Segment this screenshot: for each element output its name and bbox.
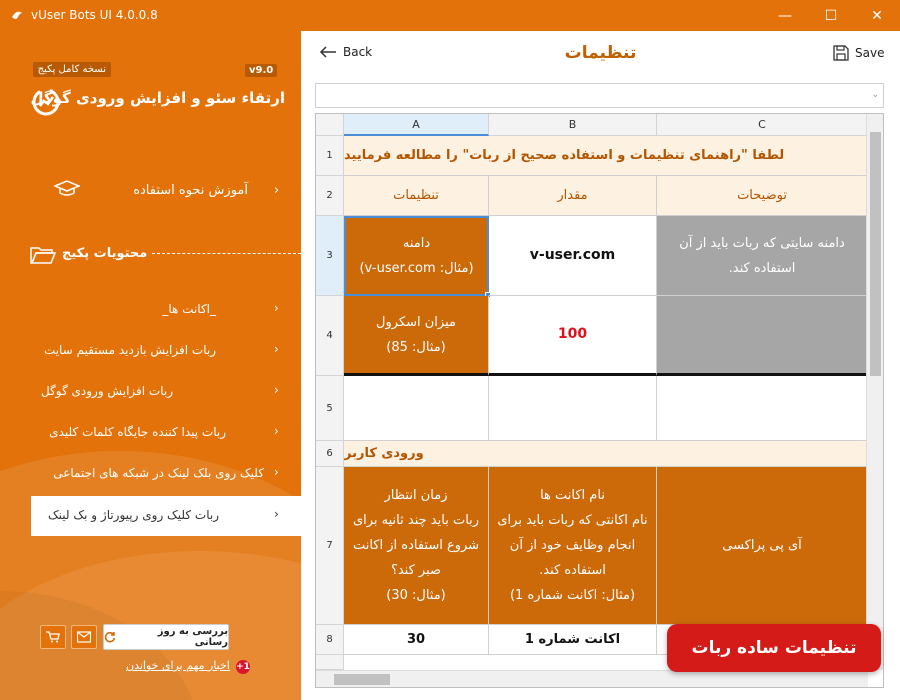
refresh-icon — [104, 631, 116, 643]
close-button[interactable] — [854, 0, 900, 31]
wait-time-line: ربات باید چند ثانیه برای — [352, 513, 480, 528]
folder-open-icon — [30, 245, 56, 265]
row-header-3[interactable]: 3 — [316, 216, 344, 296]
chevron-right-icon: › — [274, 383, 279, 397]
email-button[interactable] — [71, 625, 97, 649]
horizontal-scroll-thumb[interactable] — [334, 674, 390, 685]
empty-cell[interactable] — [657, 376, 868, 441]
chevron-down-icon[interactable]: ⌄ — [871, 90, 879, 100]
simple-settings-button[interactable] — [667, 624, 881, 672]
row-header-8[interactable]: 8 — [316, 625, 344, 655]
window-titlebar — [0, 0, 900, 31]
account-name-line: نام اکانت ها — [540, 488, 605, 503]
cart-button[interactable] — [40, 625, 66, 649]
header-cell-value[interactable] — [489, 176, 657, 216]
chevron-right-icon: › — [274, 507, 279, 521]
wait-time-line: شروع استفاده از اکانت — [352, 538, 480, 553]
empty-cell[interactable] — [344, 376, 489, 441]
domain-description-line2: استفاده کند. — [728, 260, 796, 276]
check-update-button[interactable] — [103, 624, 229, 650]
row-header-1[interactable]: 1 — [316, 136, 344, 176]
domain-value-text: v-user.com — [529, 247, 616, 263]
sidebar-item-social-backlink[interactable] — [31, 454, 301, 494]
vertical-scrollbar[interactable] — [866, 114, 883, 670]
row-header-2[interactable]: 2 — [316, 176, 344, 216]
vertical-scroll-thumb[interactable] — [870, 132, 881, 376]
row-header-9[interactable] — [316, 655, 344, 670]
tutorial-label: آموزش نحوه استفاده — [133, 182, 248, 198]
back-label: Back — [343, 45, 373, 59]
header-settings-text: تنظیمات — [393, 188, 439, 203]
minimize-icon: — — [778, 7, 792, 24]
news-link[interactable]: اخبار مهم برای خواندن — [126, 659, 230, 672]
sidebar-item-tutorial[interactable] — [30, 175, 294, 205]
page-title: تنظیمات — [564, 43, 637, 63]
scroll-value-text: 100 — [557, 326, 588, 342]
close-icon: ✕ — [871, 7, 883, 24]
proxy-ip-text: آی پی پراکسی — [722, 538, 802, 553]
sidebar — [0, 31, 301, 700]
domain-label-cell[interactable] — [344, 216, 489, 296]
maximize-icon: ☐ — [824, 7, 838, 24]
divider-dashed — [152, 253, 301, 254]
header-value-text: مقدار — [557, 188, 588, 203]
minimize-button[interactable] — [762, 0, 808, 31]
update-label: بررسی به روز رسانی — [157, 626, 228, 648]
wait-time-line: صبر کند؟ — [390, 563, 442, 578]
header-cell-settings[interactable] — [344, 176, 489, 216]
save-icon — [833, 45, 849, 61]
formula-input[interactable] — [315, 83, 884, 108]
chevron-right-icon: › — [274, 424, 279, 438]
domain-example-text: (مثال: v-user.com) — [359, 261, 474, 276]
scroll-example-text: (مثال: 85) — [386, 339, 446, 355]
column-header-b[interactable]: B — [489, 114, 657, 136]
brand-title: ارتقاء سئو و افزایش ورودی گوگل — [30, 89, 285, 107]
sidebar-item-direct-visit[interactable] — [31, 331, 301, 371]
sidebar-item-label: ربات پیدا کننده جایگاه کلمات کلیدی — [49, 425, 226, 439]
save-label: Save — [855, 46, 885, 60]
settings-spreadsheet — [315, 113, 884, 688]
wait-time-line: زمان انتظار — [384, 488, 448, 503]
scroll-label-cell[interactable] — [344, 296, 489, 376]
header-cell-description[interactable] — [657, 176, 868, 216]
simple-settings-label: تنظیمات ساده ربات — [691, 638, 857, 658]
user-input-banner-cell[interactable] — [344, 441, 868, 467]
account-name-line: (مثال: اکانت شماره 1) — [509, 588, 636, 603]
sidebar-item-label: ربات کلیک روی رپیورتاژ و بک لینک — [47, 508, 219, 522]
wait-time-label-cell[interactable] — [344, 467, 489, 625]
select-all-corner[interactable] — [316, 114, 344, 136]
package-label: محتویات پکیج — [62, 246, 148, 261]
chevron-right-icon: › — [274, 183, 280, 198]
version-badge: v9.0 — [245, 64, 277, 77]
chevron-right-icon: › — [274, 342, 279, 356]
row-header-7[interactable]: 7 — [316, 467, 344, 625]
domain-description-cell[interactable] — [657, 216, 868, 296]
app-icon — [10, 8, 24, 22]
account-name-line: انجام وظایف خود از آن — [509, 538, 636, 553]
sidebar-item-keyword-rank[interactable] — [31, 413, 301, 453]
chevron-right-icon: › — [274, 465, 279, 479]
empty-cell[interactable] — [489, 376, 657, 441]
header-description-text: توضیحات — [737, 188, 787, 203]
account-name-line: نام اکانتی که ربات باید برای — [497, 513, 648, 528]
row-header-5[interactable]: 5 — [316, 376, 344, 441]
wait-time-value-cell[interactable] — [344, 625, 489, 655]
sidebar-item-google-traffic[interactable] — [31, 372, 301, 412]
account-name-value-cell[interactable] — [489, 625, 657, 655]
domain-description-line1: دامنه سایتی که ربات باید از آن — [679, 235, 845, 251]
email-icon — [77, 631, 91, 643]
save-button[interactable] — [833, 45, 884, 61]
sidebar-item-label: ربات افزایش بازدید مستقیم سایت — [43, 343, 216, 357]
scroll-description-cell[interactable] — [657, 296, 868, 376]
graduation-cap-icon — [54, 179, 80, 199]
scroll-label-text: میزان اسکرول — [376, 314, 456, 330]
window-title: vUser Bots UI 4.0.0.8 — [31, 8, 158, 22]
sidebar-package-header[interactable] — [30, 241, 301, 271]
domain-value-cell[interactable] — [489, 216, 657, 296]
chevron-right-icon: › — [274, 301, 279, 315]
guide-banner-cell[interactable] — [344, 136, 868, 176]
wait-time-value-text: 30 — [406, 632, 426, 647]
row-header-4[interactable]: 4 — [316, 296, 344, 376]
news-count-badge: +1 — [236, 662, 250, 672]
topbar — [301, 31, 900, 79]
cart-icon — [46, 631, 60, 643]
column-header-c[interactable]: C — [657, 114, 868, 136]
sidebar-item-reportage-backlink[interactable] — [31, 496, 301, 536]
sidebar-item-label: _اکانت ها_ — [162, 302, 216, 316]
sidebar-item-accounts[interactable] — [31, 290, 301, 330]
account-name-value-text: اکانت شماره 1 — [524, 632, 621, 647]
account-name-label-cell[interactable] — [489, 467, 657, 625]
horizontal-scrollbar[interactable] — [316, 670, 868, 687]
proxy-ip-label-cell[interactable] — [657, 467, 868, 625]
full-package-badge: نسخه کامل پکیج — [33, 62, 111, 77]
column-header-a[interactable]: A — [344, 114, 489, 136]
domain-label-text: دامنه — [402, 236, 431, 251]
maximize-button[interactable] — [808, 0, 854, 31]
sidebar-item-label: ربات افزایش ورودی گوگل — [40, 384, 173, 398]
wait-time-line: (مثال: 30) — [386, 588, 446, 603]
account-name-line: استفاده کند. — [539, 563, 606, 578]
sidebar-item-label: کلیک روی بلک لینک در شبکه های اجتماعی — [53, 466, 264, 480]
user-input-banner-text: ورودی کاربر — [344, 446, 424, 461]
guide-banner-text: لطفا "راهنمای تنظیمات و استفاده صحیح از ربات" را مطالعه فرمایید — [344, 148, 785, 163]
scroll-value-cell[interactable] — [489, 296, 657, 376]
row-header-6[interactable]: 6 — [316, 441, 344, 467]
